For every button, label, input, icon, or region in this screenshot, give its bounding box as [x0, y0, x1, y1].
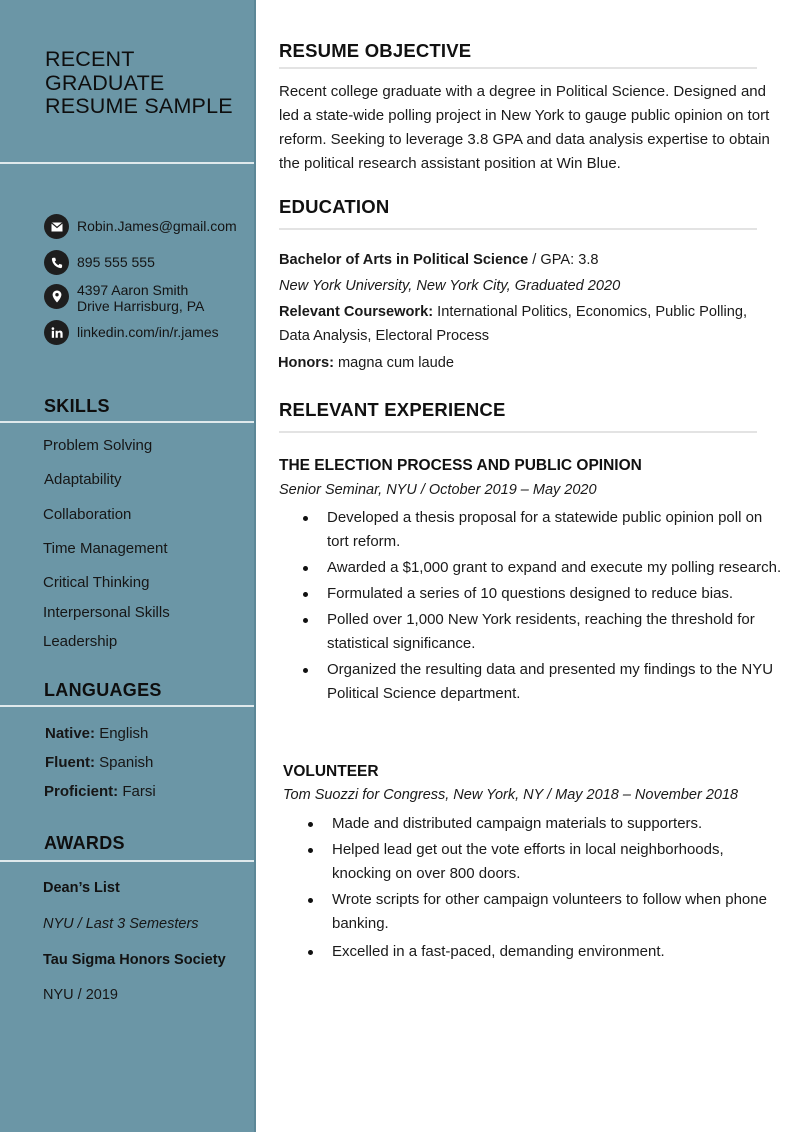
resume-title-line: RESUME SAMPLE: [45, 94, 233, 118]
sidebar-divider: [0, 162, 254, 164]
job-bullet: Excelled in a fast-paced, demanding environment.: [332, 940, 782, 964]
sidebar-divider: [0, 860, 254, 862]
resume-title-line: GRADUATE: [45, 70, 165, 95]
section-divider: [279, 67, 757, 69]
skill-item: Problem Solving: [43, 437, 153, 454]
language-name: Farsi: [122, 783, 156, 800]
contact-phone-row: [44, 250, 155, 275]
job-bullet: Polled over 1,000 New York residents, reaching the threshold for statistical significance.: [327, 608, 782, 656]
language-item: [44, 783, 156, 800]
coursework-line: [279, 300, 779, 348]
honors-label: Honors:: [278, 355, 334, 371]
job-title: VOLUNTEER: [283, 763, 379, 780]
phone-icon: [44, 250, 69, 275]
linkedin-icon: [44, 320, 69, 345]
job-bullet: Awarded a $1,000 grant to expand and execute my polling research.: [327, 556, 782, 580]
degree-line: [279, 248, 779, 272]
award-title: Tau Sigma Honors Society: [43, 952, 226, 968]
school-line: New York University, New York City, Graduated 2020: [279, 278, 621, 294]
resume-title-line: RECENT: [45, 47, 135, 71]
job-bullet: Helped lead get out the vote efforts in local neighborhoods, knocking on over 800 doors.: [332, 838, 782, 886]
language-item: [45, 725, 148, 742]
job-bullet: Developed a thesis proposal for a statewide public opinion poll on tort reform.: [327, 506, 782, 554]
language-item: [45, 754, 153, 771]
contact-email[interactable]: Robin.James@gmail.com: [77, 218, 237, 234]
award-detail: NYU / 2019: [43, 987, 118, 1003]
skills-heading: SKILLS: [44, 396, 110, 416]
language-level: Fluent:: [45, 754, 95, 771]
language-name: English: [99, 725, 149, 742]
degree: Bachelor of Arts in Political Science: [279, 252, 529, 268]
sidebar: [0, 0, 256, 1132]
section-divider: [279, 228, 757, 230]
skill-item: Collaboration: [43, 506, 132, 523]
job-bullet: Formulated a series of 10 questions designed to reduce bias.: [327, 582, 782, 606]
job-title: THE ELECTION PROCESS AND PUBLIC OPINION: [279, 457, 642, 474]
skill-item: Critical Thinking: [43, 574, 150, 591]
job-bullet-list: [327, 506, 782, 708]
contact-linkedin[interactable]: linkedin.com/in/r.james: [77, 324, 219, 340]
section-divider: [279, 431, 757, 433]
sidebar-divider: [0, 705, 254, 707]
honors-line: [278, 351, 778, 375]
skill-item: Adaptability: [44, 471, 122, 488]
job-bullet: Made and distributed campaign materials to supporters.: [332, 812, 782, 836]
contact-address: [77, 283, 204, 314]
skill-item: Time Management: [43, 540, 168, 557]
award-title: Dean’s List: [43, 880, 120, 896]
skill-item: Leadership: [43, 633, 118, 650]
award-detail: NYU / Last 3 Semesters: [43, 916, 199, 932]
awards-heading: AWARDS: [44, 833, 125, 853]
language-level: Proficient:: [44, 783, 119, 800]
coursework-label: Relevant Coursework:: [279, 304, 434, 320]
objective-text: Recent college graduate with a degree in Political Science. Designed and led a state-wide polling project in New York to gauge public opinion on tort reform. Seeking to leverage 3.8 GPA and data analysis expertise to obtain the political research assistant position at Win Blue.: [279, 83, 770, 172]
coursework: International Politics, Economics, Public Polling, Data Analysis, Electoral Process: [279, 304, 748, 344]
honors: magna cum laude: [333, 355, 455, 371]
contact-phone[interactable]: 895 555 555: [77, 254, 155, 270]
contact-address-row: [44, 284, 204, 314]
job-meta: Senior Seminar, NYU / October 2019 – May 2020: [279, 482, 597, 498]
language-name: Spanish: [99, 754, 154, 771]
languages-heading: LANGUAGES: [44, 680, 162, 700]
gpa: / GPA: 3.8: [528, 252, 599, 268]
address-line-1: 4397 Aaron Smith: [77, 282, 189, 298]
objective-heading: RESUME OBJECTIVE: [279, 40, 472, 61]
map-pin-icon: [44, 284, 69, 309]
contact-email-row: [44, 214, 237, 239]
job-bullet: Organized the resulting data and presented my findings to the NYU Political Science department.: [327, 658, 782, 706]
sidebar-divider: [0, 421, 254, 423]
skill-item: Interpersonal Skills: [43, 604, 170, 621]
contact-linkedin-row: [44, 320, 219, 345]
education-heading: EDUCATION: [279, 196, 390, 217]
resume-title: [45, 48, 245, 119]
job-bullet-list: [332, 812, 782, 966]
job-meta: Tom Suozzi for Congress, New York, NY / May 2018 – November 2018: [283, 787, 739, 803]
experience-heading: RELEVANT EXPERIENCE: [279, 399, 506, 420]
language-level: Native:: [45, 725, 96, 742]
envelope-icon: [44, 214, 69, 239]
address-line-2: Drive Harrisburg, PA: [77, 297, 205, 314]
job-bullet: Wrote scripts for other campaign volunteers to follow when phone banking.: [332, 888, 782, 936]
